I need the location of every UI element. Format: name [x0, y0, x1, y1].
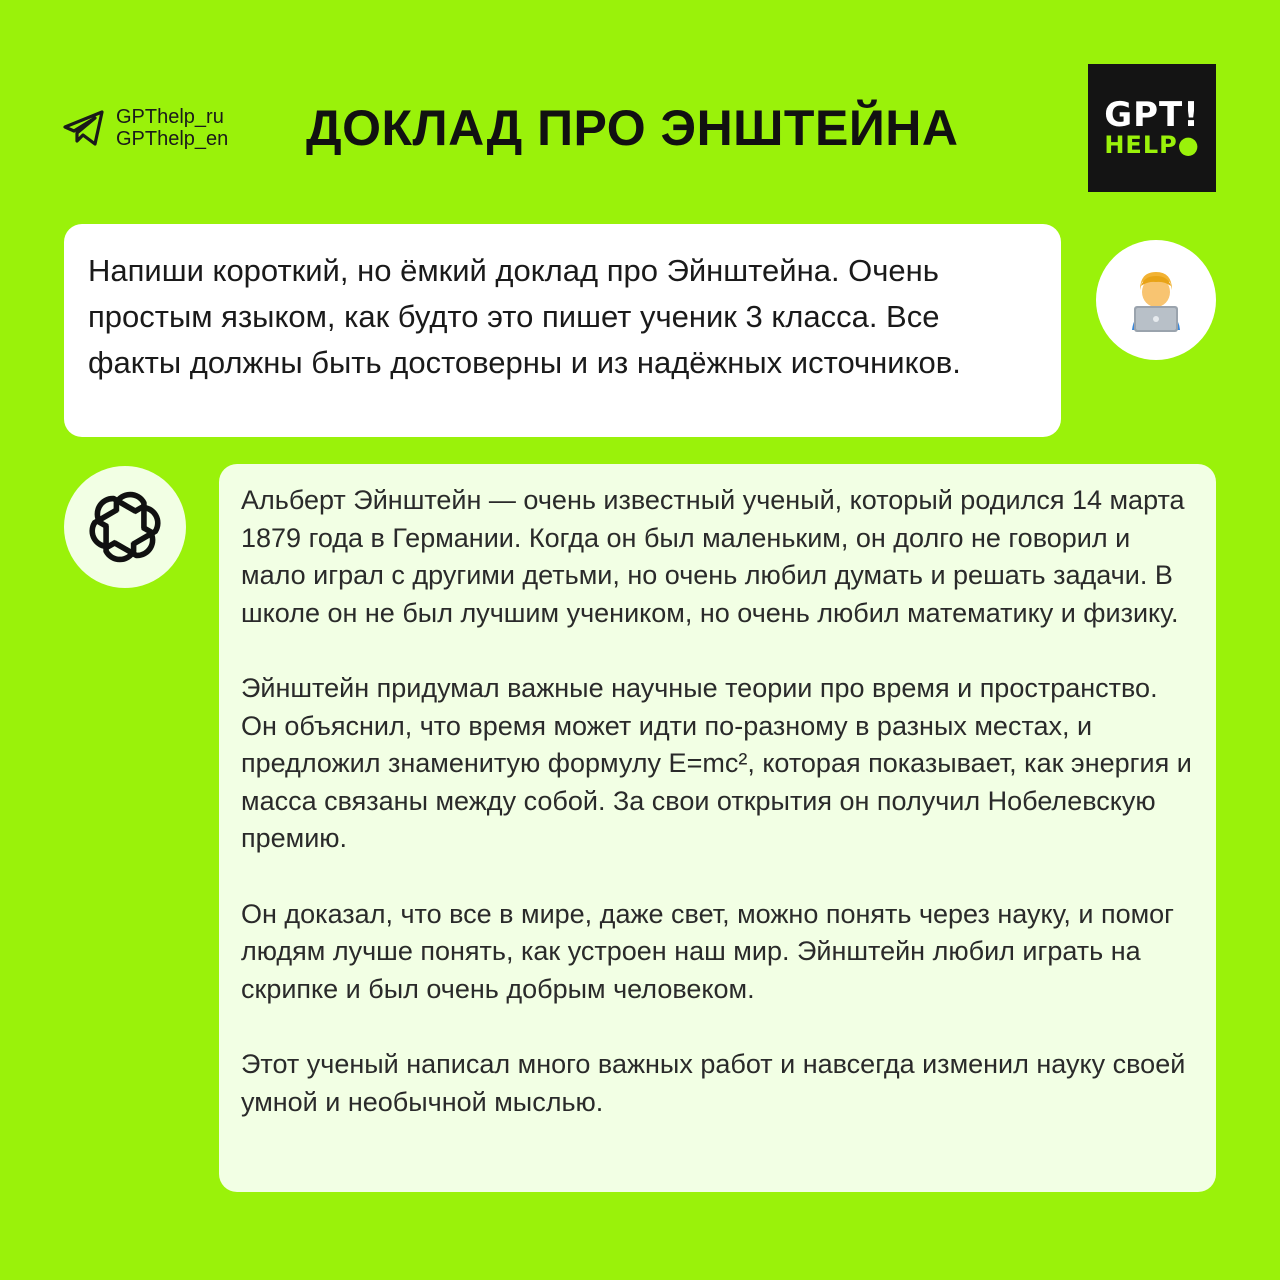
bot-message-bubble [219, 464, 1216, 1192]
page-title: ДОКЛАД ПРО ЭНШТЕЙНА [306, 100, 959, 156]
logo-line2: HELP● [1104, 131, 1200, 159]
handle-ru: GPThelp_ru [116, 106, 224, 128]
user-avatar [1096, 240, 1216, 360]
telegram-handles [62, 106, 228, 150]
openai-logo-icon [82, 484, 168, 570]
bot-paragraph-3: Он доказал, что все в мире, даже свет, можно понять через науку, и помог людям лучше понять, как устроен наш мир. Эйнштейн любил играть на скрипке и был очень добрым человеком. [241, 898, 1175, 1004]
handle-en: GPThelp_en [116, 128, 229, 150]
technologist-emoji-icon [1124, 268, 1188, 332]
user-message-bubble [64, 224, 1061, 437]
bot-paragraph-2: Эйнштейн придумал важные научные теории про время и пространство. Он объяснил, что время может идти по-разному в разных местах, и предложил знаменитую формулу E=mc², которая показывает, как энергия и масса связаны между собой. За свои открытия он получил Нобелевскую премию. [241, 673, 1192, 853]
user-message-text: Напиши короткий, но ёмкий доклад про Эйнштейна. Очень простым языком, как будто это пишет ученик 3 класса. Все факты должны быть достоверны и из надёжных источников. [88, 253, 961, 380]
bot-avatar [64, 466, 186, 588]
bot-paragraph-4: Этот ученый написал много важных работ и навсегда изменил науку своей умной и необычной мыслью. [241, 1049, 1186, 1117]
logo-line1: GPT! [1104, 95, 1200, 135]
gpt-help-logo [1088, 64, 1216, 192]
bot-paragraph-1: Альберт Эйнштейн — очень известный ученый, который родился 14 марта 1879 года в Германии. Когда он был маленьким, он долго не говорил и мало играл с другими детьми, но очень любил думать и решать задачи. В школе он не был лучшим учеником, но очень любил математику и физику. [241, 485, 1185, 628]
telegram-icon [62, 108, 106, 148]
